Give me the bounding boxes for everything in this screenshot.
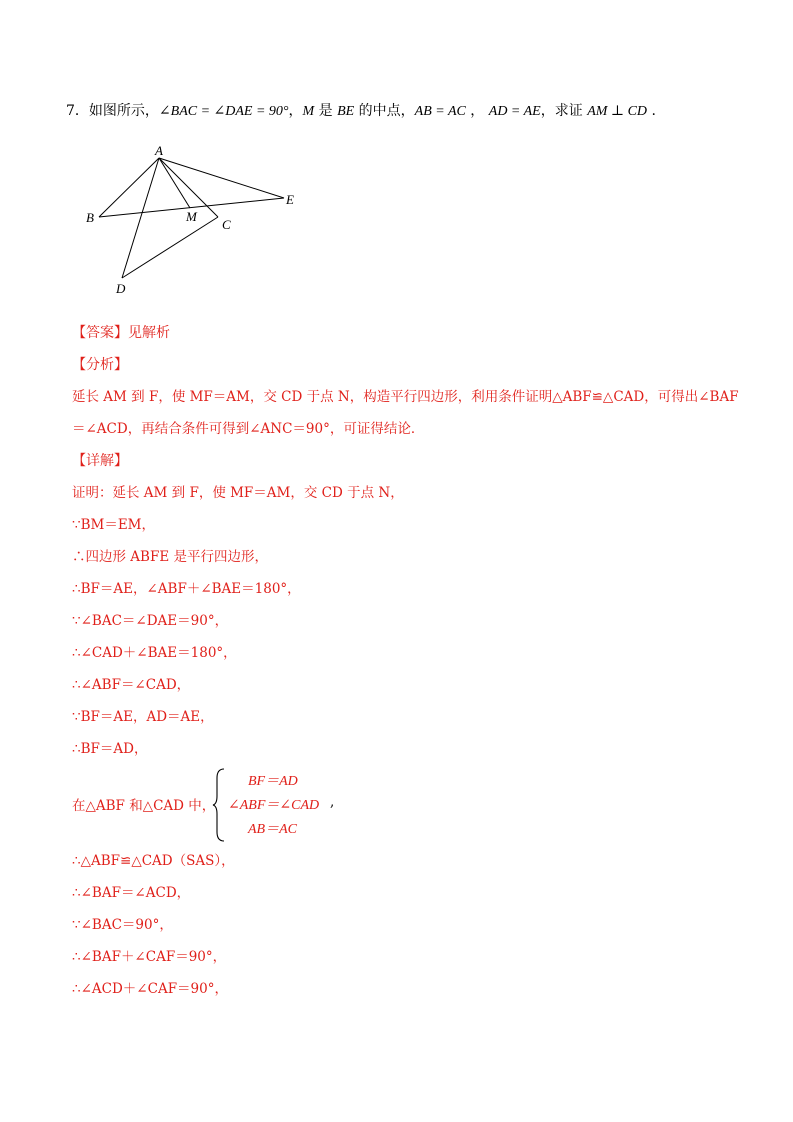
label-d: D xyxy=(116,281,126,296)
geometry-diagram xyxy=(70,138,310,298)
question-end: . xyxy=(647,103,656,119)
analysis-line: ＝∠ACD，再结合条件可得到∠ANC＝90°，可证得结论． xyxy=(72,421,425,437)
analysis-label: 【分析】 xyxy=(72,357,128,373)
proof-step: ∴∠ACD＋∠CAF＝90°， xyxy=(72,981,228,997)
proof-step: ∴∠CAD＋∠BAE＝180°， xyxy=(72,645,237,661)
proof-step: ∵BF＝AE，AD＝AE， xyxy=(72,709,214,725)
answer-label: 【答案】 xyxy=(72,325,128,341)
proof-step: ∴BF＝AE，∠ABF＋∠BAE＝180°， xyxy=(72,581,301,597)
question-sep: ， xyxy=(465,103,489,119)
answer-line xyxy=(72,322,170,344)
system-eq-2: ∠ABF＝∠CAD xyxy=(228,798,320,813)
analysis-line: 延长 AM 到 F，使 MF＝AM，交 CD 于点 N，构造平行四边形，利用条件证明△ABF≌△CAD，可得出∠BAF xyxy=(72,389,739,405)
condition-angles: ∠BAC = ∠DAE = 90° xyxy=(158,104,289,119)
system-comma: , xyxy=(330,794,335,810)
segment-be: BE xyxy=(337,104,355,119)
label-a: A xyxy=(155,143,163,158)
question-text-is: 是 xyxy=(314,103,338,119)
proof-step: ∵BM＝EM， xyxy=(72,517,156,533)
condition-ab-ac: AB = AC xyxy=(414,104,466,119)
proof-step: ∵∠BAC＝90°， xyxy=(72,917,173,933)
proof-step: ∴∠BAF＝∠ACD， xyxy=(72,885,191,901)
segment-cd xyxy=(122,217,218,278)
proof-step: ∵∠BAC＝∠DAE＝90°， xyxy=(72,613,229,629)
label-e: E xyxy=(286,192,294,207)
point-m: M xyxy=(302,104,315,119)
question-sep: ， xyxy=(288,103,303,119)
proof-step: ∴∠ABF＝∠CAD， xyxy=(72,677,191,693)
proof-step: ∴∠BAF＋∠CAF＝90°， xyxy=(72,949,227,965)
question-midpoint-text: 的中点， xyxy=(354,103,415,119)
left-brace-icon xyxy=(212,768,226,842)
prove-goal: AM ⊥ CD xyxy=(587,104,648,119)
answer-text: 见解析 xyxy=(128,325,170,341)
geometry-figure xyxy=(70,138,310,302)
system-eq-3: AB＝AC xyxy=(248,822,297,837)
system-eq-1: BF＝AD xyxy=(248,774,298,789)
segment-ae xyxy=(159,158,284,198)
question-statement xyxy=(66,100,656,123)
label-b: B xyxy=(86,210,94,225)
proof-step: 证明：延长 AM 到 F，使 MF＝AM，交 CD 于点 N， xyxy=(72,485,404,501)
prove-label: ，求证 xyxy=(540,103,588,119)
question-intro: 如图所示， xyxy=(88,103,159,119)
label-c: C xyxy=(222,217,231,232)
system-lead-text: 在△ABF 和△CAD 中， xyxy=(72,798,216,814)
question-number: 7． xyxy=(66,103,89,119)
proof-step: ∴△ABF≌△CAD（SAS）， xyxy=(72,853,235,869)
segment-am xyxy=(159,158,190,208)
proof-step: ∴BF＝AD， xyxy=(72,741,148,757)
proof-step: ∴四边形 ABFE 是平行四边形， xyxy=(72,549,268,565)
detail-label: 【详解】 xyxy=(72,453,128,469)
label-m: M xyxy=(186,209,197,224)
condition-ad-ae: AD = AE xyxy=(488,104,541,119)
